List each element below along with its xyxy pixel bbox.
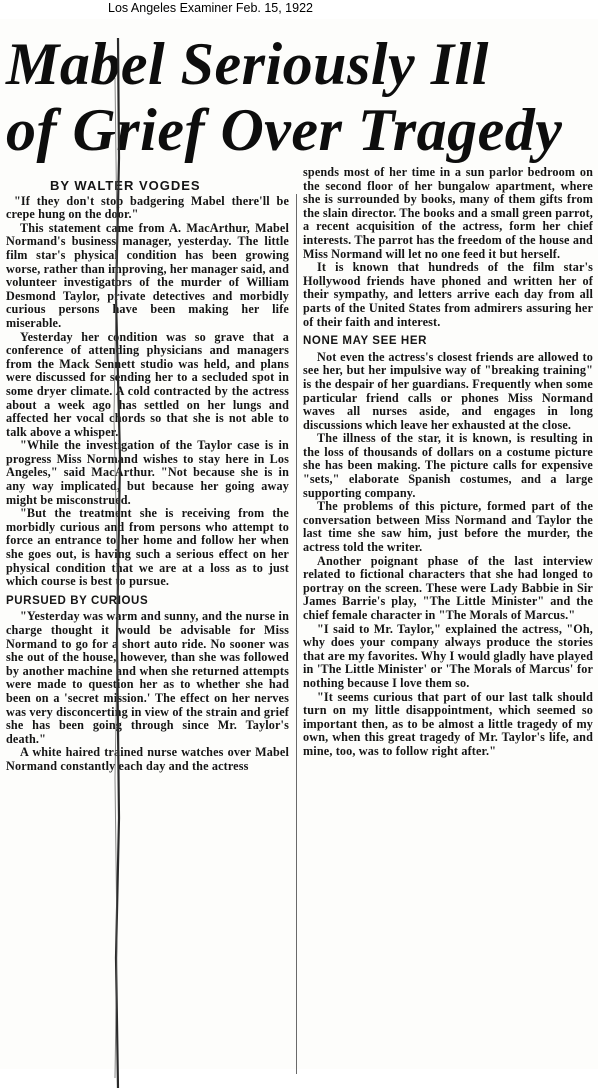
left-column-subhead: PURSUED BY CURIOUS — [6, 594, 149, 607]
left-column-paragraph: Yesterday her condition was so grave that a conference of attending physicians and managers from the Mack Sennett studio was held, and plans were discussed for sending her to a secluded spot in some dryer climate. A cold contracted by the actress about a week ago has settled on her lungs and affected her vocal chords so that she is not able to talk above a whisper. — [6, 329, 289, 439]
left-column-paragraph: A white haired trained nurse watches over Mabel Normand constantly each day and the actress — [6, 745, 289, 773]
left-column-paragraph: "But the treatment she is receiving from the morbidly curious and from persons who attempt to force an entrance to her home and follow her when she goes out, is having such a serious effect on her physical condition that we are at a loss as to just which course is best to pursue. — [6, 506, 289, 589]
column-divider — [296, 194, 297, 1074]
byline: BY WALTER VOGDES — [50, 178, 201, 193]
right-column-paragraph: spends most of her time in a sun parlor bedroom on the second floor of her bungalow apartment, where she is surrounded by books, many of them gifts from the slain director. The books and a small green parrot, a recent acquisition of the actress, form her chief interests. The parrot has the freedom of the house and Miss Normand will let no one feed it but herself. — [303, 165, 593, 261]
headline-line-2: of Grief Over Tragedy — [6, 97, 563, 163]
right-column-paragraph: The illness of the star, it is known, is resulting in the loss of thousands of dollars on a costume picture she has been making. The picture calls for expensive "sets," elaborate Spanish costumes, and a large supporting company. — [303, 431, 593, 500]
right-column-paragraph: "I said to Mr. Taylor," explained the actress, "Oh, why does your company always produce the stories that are my favorites. Why I would gladly have played in 'The Little Minister' or 'The Morals of Marcus' for nothing because I love them so. — [303, 621, 593, 690]
newspaper-clipping — [0, 19, 598, 1069]
right-column-paragraph: "It seems curious that part of our last talk should turn on my little disappointment, which seemed so important then, as to be almost a little tragedy of my own, when this great tragedy of Mr. Taylor's life, and mine, too, was to follow right after." — [303, 689, 593, 758]
right-column-paragraph: The problems of this picture, formed part of the conversation between Miss Normand and Taylor the last time she saw him, just before the murder, the actress told the writer. — [303, 499, 593, 555]
right-column-subhead: NONE MAY SEE HER — [303, 335, 427, 348]
right-column — [303, 166, 593, 759]
right-column-paragraph: Another poignant phase of the last interview related to fictional characters that she had longed to portray on the screen. These were Lady Babbie in Sir James Barrie's play, "The Little Minister" and the chief female character in "The Morals of Marcus." — [303, 553, 593, 622]
left-column-paragraph: This statement came from A. MacArthur, Mabel Normand's business manager, yesterday. The little film star's physical condition has been growing worse, rather than improving, her manager said, and volunteer investigators of the murder of William Desmond Taylor, private detectives and morbidly curious persons have been making her life miserable. — [6, 220, 290, 330]
fold-crease-mark — [112, 38, 124, 1088]
left-column-paragraph: "Yesterday was warm and sunny, and the nurse in charge thought it would be advisable for Miss Normand to go for a short auto ride. No sooner was she out of the house, however, than she was followed by another machine and when she returned attempts were made to question her as to whether she had been on a 'secret mission.' The effect on her nerves was very disconcerting in view of the strain and grief she has been going through since Mr. Taylor's death." — [6, 609, 289, 746]
left-column-paragraph: "While the investigation of the Taylor case is in progress Miss Normand wishes to stay here in Los Angeles," said MacArthur. "Not because she is in any way implicated, but because her going away might be misconstrued. — [6, 438, 289, 507]
left-column-paragraph: "If they don't stop badgering Mabel there'll be crepe hung on the door." — [6, 193, 289, 222]
headline — [6, 31, 596, 163]
right-column-paragraph: It is known that hundreds of the film star's Hollywood friends have phoned and written her of their sympathy, and letters arrive each day from all parts of the United States from admirers assuring her of their faith and interest. — [303, 260, 593, 329]
right-column-paragraph: Not even the actress's closest friends are allowed to see her, but her impulsive way of "breaking training" is the despair of her guardians. Frequently when some particular friend calls or phones Miss Normand waves all nurses aside, and engages in long discussions which leave her exhausted at the close. — [303, 349, 593, 432]
left-column — [6, 179, 289, 774]
headline-line-1: Mabel Seriously Ill — [6, 31, 489, 97]
source-line: Los Angeles Examiner Feb. 15, 1922 — [108, 1, 313, 15]
